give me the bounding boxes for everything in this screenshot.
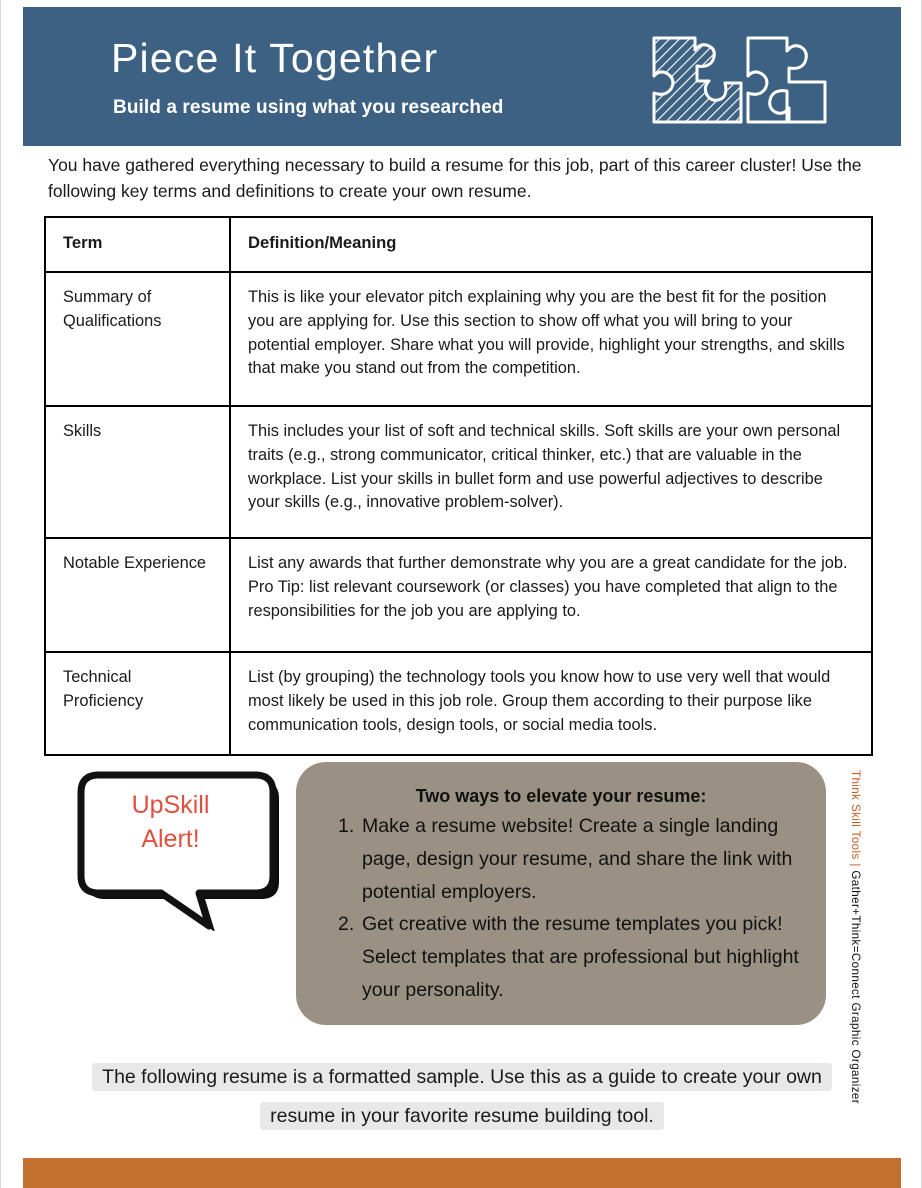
bottom-note bbox=[48, 1058, 876, 1137]
key-terms-table bbox=[44, 216, 873, 756]
term-cell: Summary of Qualifications bbox=[45, 272, 230, 406]
column-header-definition: Definition/Meaning bbox=[230, 217, 872, 272]
definition-cell: This is like your elevator pitch explaining why you are the best fit for the position you are applying for. Use this section to show off what you will bring to your potential employer. Share what you will provide, highlight your strengths, and skills that make you stand out from the competition. bbox=[230, 272, 872, 406]
elevate-resume-box bbox=[296, 762, 826, 1025]
side-credit-rest: Gather+Think=Connect Graphic Organizer bbox=[849, 870, 862, 1105]
table-row bbox=[45, 652, 872, 755]
upskill-alert-line1: UpSkill bbox=[131, 791, 210, 819]
upskill-alert-text bbox=[67, 788, 274, 856]
upskill-alert-line2: Alert! bbox=[141, 825, 200, 853]
table-row bbox=[45, 538, 872, 652]
bottom-accent-bar bbox=[23, 1158, 901, 1188]
elevate-box-heading: Two ways to elevate your resume: bbox=[415, 786, 707, 806]
header-banner bbox=[23, 7, 901, 146]
table-row bbox=[45, 406, 872, 538]
definition-cell: List (by grouping) the technology tools you know how to use very well that would most likely be used in this job role. Group them according to their purpose like communication tools, design tools, or social media tools. bbox=[230, 652, 872, 755]
table-row bbox=[45, 272, 872, 406]
list-item: Get creative with the resume templates you pick! Select templates that are professional but highlight your personality. bbox=[362, 913, 799, 1001]
puzzle-pieces-icon bbox=[649, 29, 855, 129]
page-subtitle: Build a resume using what you researched bbox=[113, 97, 504, 118]
intro-paragraph: You have gathered everything necessary to build a resume for this job, part of this career cluster! Use the following key terms and definitions to create your own resume. bbox=[48, 155, 862, 201]
term-cell: Technical Proficiency bbox=[45, 652, 230, 755]
term-cell: Notable Experience bbox=[45, 538, 230, 652]
page-title: Piece It Together bbox=[111, 35, 439, 81]
definition-cell: This includes your list of soft and technical skills. Soft skills are your own personal traits (e.g., strong communicator, critical thinker, etc.) that are valuable in the workplace. List your skills in bullet form and use powerful adjectives to describe your skills (e.g., innovative problem-solver). bbox=[230, 406, 872, 538]
table-header-row bbox=[45, 217, 872, 272]
side-credit-brand: Think Skill Tools | bbox=[849, 770, 862, 871]
term-cell: Skills bbox=[45, 406, 230, 538]
elevate-box-list bbox=[318, 810, 804, 1007]
bottom-note-line2: resume in your favorite resume building tool. bbox=[270, 1102, 654, 1130]
definition-cell: List any awards that further demonstrate why you are a great candidate for the job. Pro Tip: list relevant coursework (or classes) you have completed that align to the responsibilities for the job you are applying to. bbox=[230, 538, 872, 652]
list-item: Make a resume website! Create a single landing page, design your resume, and share the link with potential employers. bbox=[362, 815, 793, 903]
upskill-alert-speech-bubble bbox=[67, 766, 285, 931]
column-header-term: Term bbox=[45, 217, 230, 272]
bottom-note-line1: The following resume is a formatted sample. Use this as a guide to create your own bbox=[102, 1063, 822, 1091]
side-credit bbox=[849, 770, 862, 1110]
